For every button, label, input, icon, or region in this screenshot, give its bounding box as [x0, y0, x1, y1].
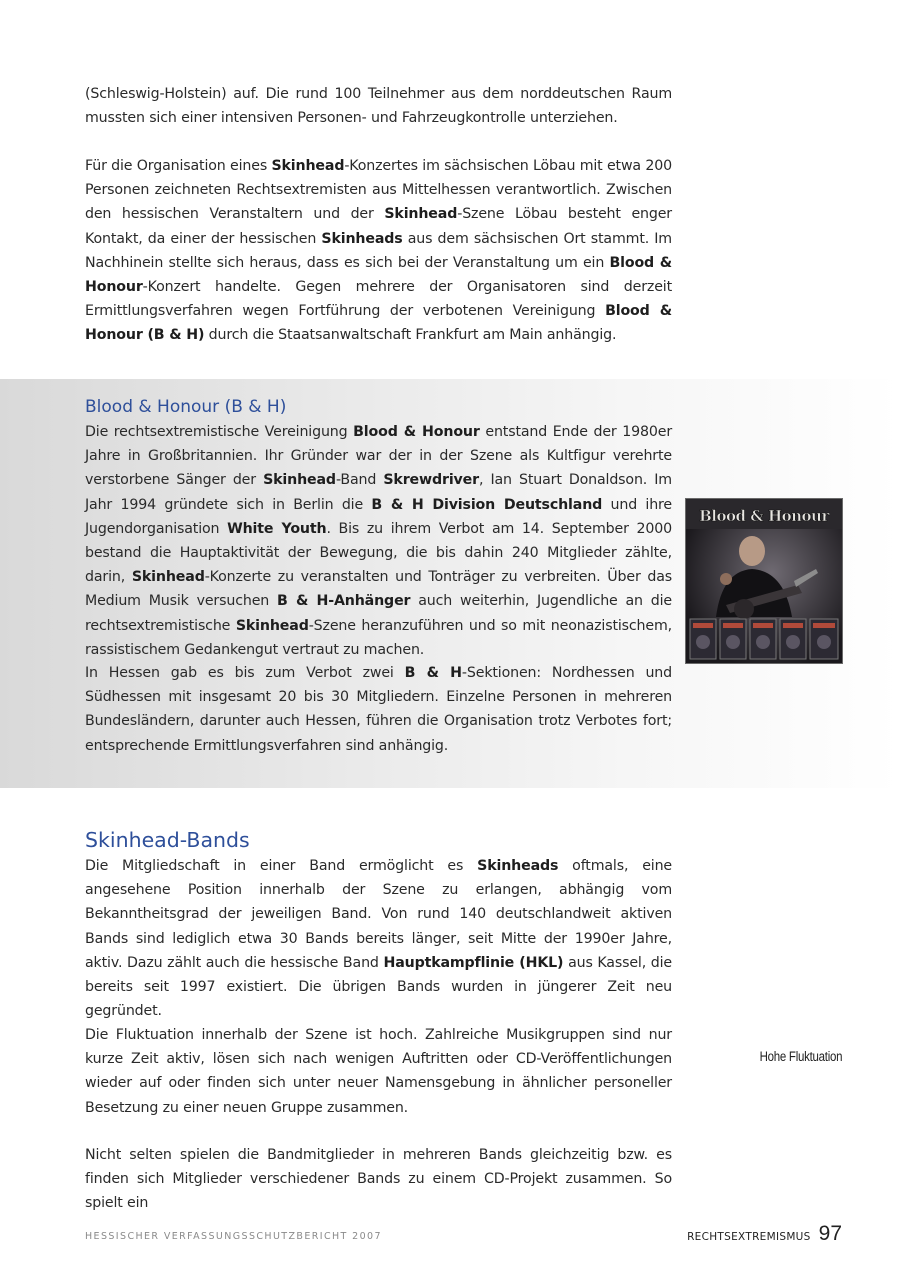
paragraph-fluctuation [85, 1023, 672, 1120]
paragraph-intro [85, 82, 672, 130]
text-run: auch weiterhin, Jugendliche an die rechtsextremistische [85, 593, 672, 634]
text-run: entstand Ende der 1980er Jahre in Großbritannien. Ihr Gründer war der in der Szene als Kultfigur verehrte verstorbene Sänger der [85, 424, 672, 489]
paragraph-bh-hessen [85, 661, 672, 758]
footer-publication-title: HESSISCHER VERFASSUNGSSCHUTZBERICHT 2007 [85, 1231, 382, 1242]
cd-cover-image [685, 498, 843, 664]
text-run: Nicht selten spielen die Bandmitglieder in mehreren Bands gleichzeitig bzw. es finden sich Mitglieder verschiedener Bands zu einem CD-Projekt zusammen. So spielt ein [85, 1147, 672, 1212]
text-run: , Ian Stuart Donaldson. Im Jahr 1994 gründete sich in Berlin die [85, 472, 672, 513]
text-run: . Bis zu ihrem Verbot am 14. September 2000 bestand die Hauptaktivität der Bewegung, die bis dahin 240 Mitglieder zählte, darin, [85, 520, 672, 586]
text-run: oftmals, eine angesehene Position innerhalb der Szene zu erlangen, abhängig vom Bekanntheitsgrad der jeweiligen Band. Von rund 140 deutschlandweit aktiven Bands sind lediglich etwa 30 Bands bereits länger, seit Mitte der 1990er Jahre, aktiv. Dazu zählt auch die hessische Band [85, 858, 673, 971]
cd-cover-illustration [686, 499, 842, 663]
section-heading-blood-honour: Blood & Honour (B & H) [85, 397, 287, 417]
emphasized-term: Skinhead [263, 472, 336, 489]
footer-section-label: RECHTSEXTREMISMUS [687, 1231, 811, 1243]
footer-section [687, 1222, 842, 1246]
emphasized-term: Skinhead [235, 617, 309, 634]
emphasized-term: B & H-Anhänger [277, 593, 411, 610]
emphasized-term: White Youth [227, 520, 327, 537]
emphasized-term: Blood & Honour [85, 254, 672, 296]
emphasized-term: Blood & Honour (B & H) [85, 303, 672, 344]
text-run: -Sektionen: Nordhessen und Südhessen mit insgesamt 20 bis 30 Mitgliedern. Einzelne Personen in mehreren Bundesländern, darunter auch Hessen, führen die Organisation trotz Verbotes fort; entsprechende Ermittlungsverfahren sind anhängig. [85, 665, 672, 754]
text-run: -Konzerte zu veranstalten und Tonträger zu verbreiten. Über das Medium Musik versuchen [85, 569, 673, 610]
text-run: durch die Staatsanwaltschaft Frankfurt am Main anhängig. [204, 327, 617, 344]
text-run: -Szene heranzuführen und so mit neonazistischem, rassistischem Gedankengut vertraut zu machen. [85, 617, 672, 658]
text-run: Die Fluktuation innerhalb der Szene ist hoch. Zahlreiche Musikgruppen sind nur kurze Zeit aktiv, lösen sich nach wenigen Auftritten oder CD-Veröffentlichungen wieder auf oder finden sich unter neuer Namensgebung in ähnlicher personeller Besetzung zu einer neuen Gruppe zusammen. [85, 1027, 672, 1116]
emphasized-term: Skinhead [271, 158, 345, 174]
emphasized-term: Blood & Honour [353, 424, 480, 440]
emphasized-term: Skinheads [477, 858, 559, 874]
section-heading-skinhead-bands: Skinhead-Bands [85, 828, 250, 852]
paragraph-multiple-bands [85, 1143, 672, 1216]
paragraph-bh-history [85, 420, 672, 662]
paragraph-band-membership [85, 854, 672, 1023]
text-run: Die rechtsextremistische Vereinigung [85, 424, 354, 440]
emphasized-term: Skinhead [384, 206, 458, 223]
emphasized-term: Hauptkampflinie (HKL) [383, 954, 564, 971]
text-run: Die Mitgliedschaft in einer Band ermöglicht es [85, 858, 478, 874]
text-run: aus dem sächsischen Ort stammt. Im Nachhinein stellte sich heraus, dass es sich bei der Veranstaltung um ein [85, 230, 672, 271]
text-run: -Konzert handelte. Gegen mehrere der Organisatoren sind derzeit Ermittlungsverfahren wegen Fortführung der verbotenen Vereinigung [85, 279, 672, 320]
text-run: -Konzertes im sächsischen Löbau mit etwa 200 Personen zeichneten Rechtsextremisten aus Mittelhessen verantwortlich. Zwischen den hessischen Veranstaltern und der [85, 158, 672, 223]
emphasized-term: B & H [404, 665, 462, 681]
emphasized-term: Skrewdriver [383, 472, 479, 489]
emphasized-term: Skinhead [131, 569, 205, 586]
text-run: aus Kassel, die bereits seit 1997 existiert. Die übrigen Bands wurden in jüngerer Zeit neu gegründet. [85, 954, 672, 1020]
emphasized-term: Skinheads [321, 230, 403, 247]
emphasized-term: B & H Division Deutschland [371, 496, 603, 513]
text-run: -Szene Löbau besteht enger Kontakt, da einer der hessischen [85, 206, 672, 247]
margin-note: Hohe Fluktuation [759, 1049, 842, 1064]
cover-logo-text: Blood & Honour [699, 507, 829, 525]
text-run: (Schleswig-Holstein) auf. Die rund 100 Teilnehmer aus dem norddeutschen Raum mussten sich einer intensiven Personen- und Fahrzeugkontrolle unterziehen. [85, 86, 672, 127]
text-run: In Hessen gab es bis zum Verbot zwei [85, 665, 405, 681]
text-run: Für die Organisation eines [85, 158, 272, 174]
paragraph-loebau-concert [85, 154, 672, 348]
text-run: und ihre Jugendorganisation [85, 496, 672, 537]
text-run: -Band [335, 472, 384, 489]
page-number: 97 [818, 1222, 842, 1245]
